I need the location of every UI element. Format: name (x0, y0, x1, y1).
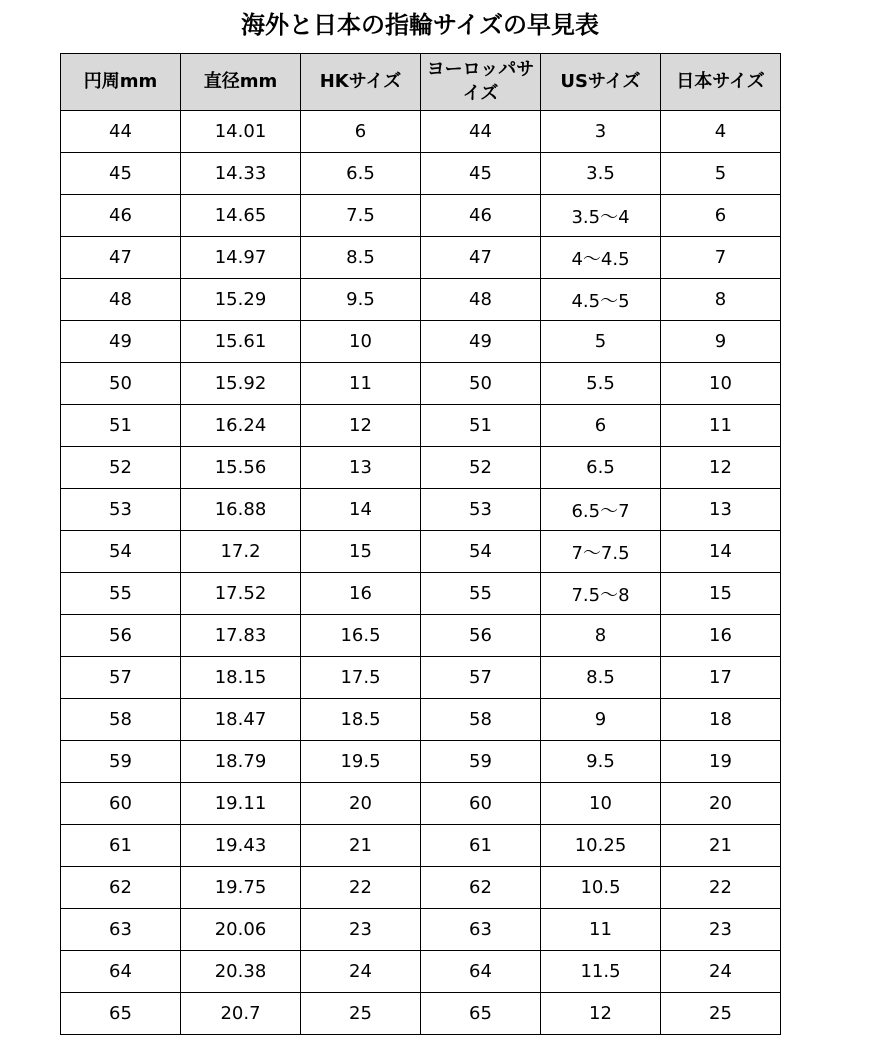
cell-us-size: 9 (541, 699, 661, 741)
cell-us-size: 3 (541, 111, 661, 153)
cell-europe-size: 63 (421, 909, 541, 951)
cell-hk-size: 8.5 (301, 237, 421, 279)
cell-circumference-mm: 60 (61, 783, 181, 825)
cell-circumference-mm: 65 (61, 993, 181, 1035)
cell-circumference-mm: 47 (61, 237, 181, 279)
cell-japan-size: 5 (661, 153, 781, 195)
cell-hk-size: 25 (301, 993, 421, 1035)
cell-diameter-mm: 14.33 (181, 153, 301, 195)
cell-circumference-mm: 63 (61, 909, 181, 951)
cell-circumference-mm: 51 (61, 405, 181, 447)
cell-us-size: 10.25 (541, 825, 661, 867)
table-row (61, 867, 781, 909)
cell-diameter-mm: 16.88 (181, 489, 301, 531)
cell-circumference-mm: 53 (61, 489, 181, 531)
cell-circumference-mm: 61 (61, 825, 181, 867)
cell-circumference-mm: 49 (61, 321, 181, 363)
cell-circumference-mm: 48 (61, 279, 181, 321)
cell-japan-size: 11 (661, 405, 781, 447)
cell-circumference-mm: 59 (61, 741, 181, 783)
cell-diameter-mm: 20.38 (181, 951, 301, 993)
table-row (61, 237, 781, 279)
table-row (61, 909, 781, 951)
cell-diameter-mm: 17.52 (181, 573, 301, 615)
cell-japan-size: 4 (661, 111, 781, 153)
cell-diameter-mm: 15.61 (181, 321, 301, 363)
cell-circumference-mm: 64 (61, 951, 181, 993)
table-row (61, 111, 781, 153)
column-header-label: HKサイズ (319, 71, 402, 92)
cell-diameter-mm: 19.43 (181, 825, 301, 867)
cell-circumference-mm: 52 (61, 447, 181, 489)
cell-us-size: 5 (541, 321, 661, 363)
cell-hk-size: 21 (301, 825, 421, 867)
table-row (61, 279, 781, 321)
table-row (61, 195, 781, 237)
table-row (61, 321, 781, 363)
table-row (61, 699, 781, 741)
table-row (61, 657, 781, 699)
cell-hk-size: 9.5 (301, 279, 421, 321)
cell-us-size: 6.5～7 (541, 489, 661, 531)
column-header-us-size (541, 54, 661, 111)
cell-us-size: 7～7.5 (541, 531, 661, 573)
cell-europe-size: 53 (421, 489, 541, 531)
cell-japan-size: 14 (661, 531, 781, 573)
cell-europe-size: 47 (421, 237, 541, 279)
cell-europe-size: 46 (421, 195, 541, 237)
cell-us-size: 10.5 (541, 867, 661, 909)
column-header-europe-size (421, 54, 541, 111)
cell-circumference-mm: 56 (61, 615, 181, 657)
column-header-label: 直径mm (203, 71, 278, 92)
cell-hk-size: 16 (301, 573, 421, 615)
cell-us-size: 8.5 (541, 657, 661, 699)
cell-japan-size: 25 (661, 993, 781, 1035)
cell-hk-size: 23 (301, 909, 421, 951)
cell-japan-size: 17 (661, 657, 781, 699)
page-title: 海外と日本の指輪サイズの早見表 (240, 11, 600, 39)
cell-diameter-mm: 19.75 (181, 867, 301, 909)
cell-japan-size: 16 (661, 615, 781, 657)
cell-circumference-mm: 57 (61, 657, 181, 699)
cell-us-size: 5.5 (541, 363, 661, 405)
cell-japan-size: 13 (661, 489, 781, 531)
column-header-circumference-mm (61, 54, 181, 111)
table-row (61, 993, 781, 1035)
table-row (61, 363, 781, 405)
cell-japan-size: 20 (661, 783, 781, 825)
cell-diameter-mm: 14.01 (181, 111, 301, 153)
cell-europe-size: 60 (421, 783, 541, 825)
table-row (61, 447, 781, 489)
cell-europe-size: 51 (421, 405, 541, 447)
cell-diameter-mm: 20.7 (181, 993, 301, 1035)
cell-circumference-mm: 46 (61, 195, 181, 237)
cell-circumference-mm: 44 (61, 111, 181, 153)
table-row (61, 615, 781, 657)
cell-japan-size: 21 (661, 825, 781, 867)
table-row (61, 153, 781, 195)
column-header-label: USサイズ (560, 71, 641, 92)
cell-diameter-mm: 14.65 (181, 195, 301, 237)
cell-us-size: 8 (541, 615, 661, 657)
cell-circumference-mm: 54 (61, 531, 181, 573)
cell-diameter-mm: 15.92 (181, 363, 301, 405)
cell-japan-size: 10 (661, 363, 781, 405)
column-header-hk-size (301, 54, 421, 111)
cell-europe-size: 49 (421, 321, 541, 363)
cell-diameter-mm: 15.29 (181, 279, 301, 321)
ring-size-table (60, 53, 781, 1035)
cell-japan-size: 8 (661, 279, 781, 321)
column-header-label: 日本サイズ (676, 71, 765, 92)
cell-hk-size: 6.5 (301, 153, 421, 195)
cell-hk-size: 10 (301, 321, 421, 363)
table-row (61, 489, 781, 531)
cell-diameter-mm: 18.79 (181, 741, 301, 783)
cell-diameter-mm: 20.06 (181, 909, 301, 951)
cell-japan-size: 9 (661, 321, 781, 363)
cell-europe-size: 44 (421, 111, 541, 153)
cell-europe-size: 50 (421, 363, 541, 405)
column-header-diameter-mm (181, 54, 301, 111)
table-row (61, 531, 781, 573)
table-row (61, 405, 781, 447)
cell-japan-size: 7 (661, 237, 781, 279)
cell-us-size: 10 (541, 783, 661, 825)
cell-hk-size: 24 (301, 951, 421, 993)
cell-europe-size: 59 (421, 741, 541, 783)
cell-japan-size: 12 (661, 447, 781, 489)
table-row (61, 783, 781, 825)
table-row (61, 741, 781, 783)
cell-japan-size: 24 (661, 951, 781, 993)
cell-hk-size: 14 (301, 489, 421, 531)
cell-diameter-mm: 18.47 (181, 699, 301, 741)
cell-europe-size: 45 (421, 153, 541, 195)
cell-us-size: 12 (541, 993, 661, 1035)
cell-europe-size: 54 (421, 531, 541, 573)
cell-europe-size: 52 (421, 447, 541, 489)
cell-us-size: 7.5～8 (541, 573, 661, 615)
cell-hk-size: 20 (301, 783, 421, 825)
cell-us-size: 6.5 (541, 447, 661, 489)
cell-japan-size: 22 (661, 867, 781, 909)
cell-us-size: 9.5 (541, 741, 661, 783)
cell-japan-size: 6 (661, 195, 781, 237)
cell-circumference-mm: 45 (61, 153, 181, 195)
column-header-japan-size (661, 54, 781, 111)
cell-us-size: 11.5 (541, 951, 661, 993)
cell-europe-size: 58 (421, 699, 541, 741)
cell-diameter-mm: 17.83 (181, 615, 301, 657)
cell-hk-size: 15 (301, 531, 421, 573)
cell-us-size: 6 (541, 405, 661, 447)
cell-hk-size: 11 (301, 363, 421, 405)
cell-hk-size: 7.5 (301, 195, 421, 237)
cell-circumference-mm: 50 (61, 363, 181, 405)
cell-circumference-mm: 58 (61, 699, 181, 741)
cell-japan-size: 19 (661, 741, 781, 783)
table-row (61, 825, 781, 867)
cell-europe-size: 64 (421, 951, 541, 993)
cell-japan-size: 15 (661, 573, 781, 615)
cell-japan-size: 18 (661, 699, 781, 741)
table-header (61, 54, 781, 111)
cell-hk-size: 13 (301, 447, 421, 489)
cell-us-size: 3.5～4 (541, 195, 661, 237)
column-header-label: 円周mm (83, 71, 158, 92)
cell-hk-size: 22 (301, 867, 421, 909)
cell-us-size: 11 (541, 909, 661, 951)
cell-circumference-mm: 55 (61, 573, 181, 615)
cell-us-size: 4.5～5 (541, 279, 661, 321)
cell-europe-size: 57 (421, 657, 541, 699)
cell-europe-size: 56 (421, 615, 541, 657)
cell-hk-size: 6 (301, 111, 421, 153)
cell-hk-size: 16.5 (301, 615, 421, 657)
column-header-label: ヨーロッパサイズ (426, 59, 535, 104)
cell-hk-size: 19.5 (301, 741, 421, 783)
table-row (61, 573, 781, 615)
cell-europe-size: 61 (421, 825, 541, 867)
cell-diameter-mm: 15.56 (181, 447, 301, 489)
cell-hk-size: 17.5 (301, 657, 421, 699)
table-row (61, 951, 781, 993)
cell-japan-size: 23 (661, 909, 781, 951)
cell-diameter-mm: 18.15 (181, 657, 301, 699)
cell-diameter-mm: 14.97 (181, 237, 301, 279)
header-row (61, 54, 781, 111)
cell-europe-size: 48 (421, 279, 541, 321)
table-body (61, 111, 781, 1035)
cell-hk-size: 18.5 (301, 699, 421, 741)
cell-europe-size: 55 (421, 573, 541, 615)
cell-diameter-mm: 16.24 (181, 405, 301, 447)
cell-us-size: 4～4.5 (541, 237, 661, 279)
cell-diameter-mm: 17.2 (181, 531, 301, 573)
cell-hk-size: 12 (301, 405, 421, 447)
cell-europe-size: 62 (421, 867, 541, 909)
cell-circumference-mm: 62 (61, 867, 181, 909)
cell-diameter-mm: 19.11 (181, 783, 301, 825)
cell-europe-size: 65 (421, 993, 541, 1035)
cell-us-size: 3.5 (541, 153, 661, 195)
